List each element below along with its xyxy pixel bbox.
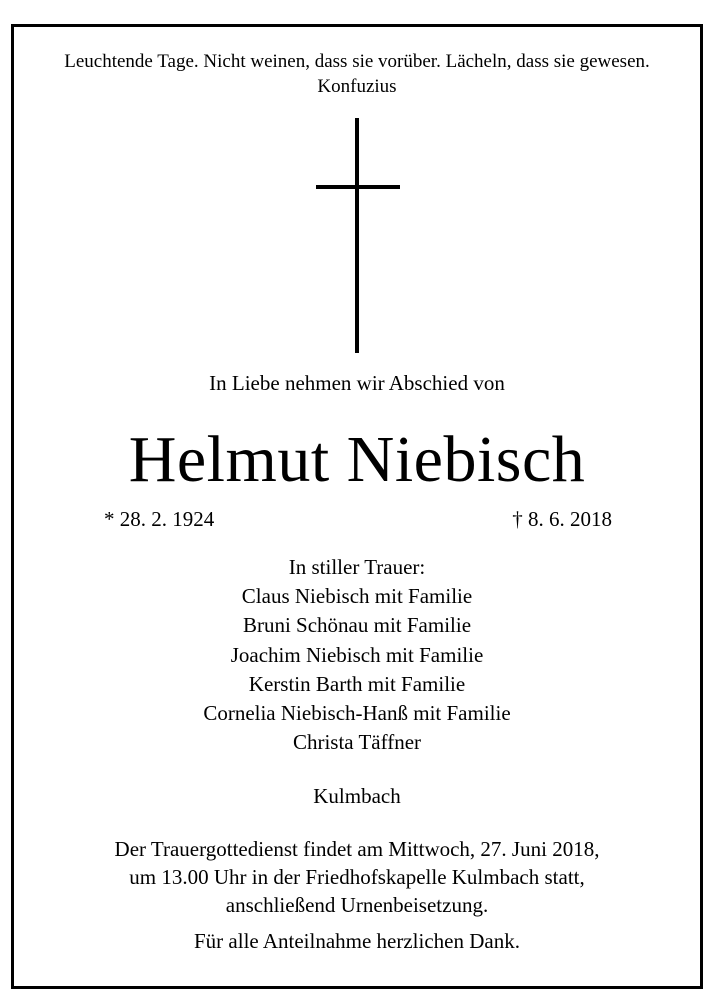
intro-text: In Liebe nehmen wir Abschied von [209, 371, 505, 395]
mourners-heading: In stiller Trauer: [288, 555, 426, 579]
service-line: um 13.00 Uhr in der Friedhofskapelle Kulmbach statt, [129, 865, 585, 889]
deceased-name: Helmut Niebisch [128, 423, 586, 496]
thanks-text: Für alle Anteilnahme herzlichen Dank. [194, 929, 520, 953]
mourner-name: Bruni Schönau mit Familie [242, 613, 472, 638]
mourner-name: Christa Täffner [292, 730, 422, 755]
mourner-name: Cornelia Niebisch-Hanß mit Familie [203, 701, 511, 726]
mourners-list [14, 553, 700, 757]
service-line: anschließend Urnenbeisetzung. [225, 893, 489, 917]
service-info [14, 835, 700, 919]
quote [14, 49, 700, 99]
quote-author: Konfuzius [317, 76, 397, 97]
death-date: † 8. 6. 2018 [512, 507, 612, 531]
birth-date: * 28. 2. 1924 [104, 507, 215, 531]
cross-vertical-bar [355, 118, 359, 353]
cross-horizontal-bar [316, 185, 400, 189]
quote-text: Leuchtende Tage. Nicht weinen, dass sie vorüber. Lächeln, dass sie gewesen. [64, 51, 650, 72]
obituary-frame [11, 24, 703, 989]
mourner-name: Kerstin Barth mit Familie [248, 671, 466, 696]
service-line: Der Trauergottedienst findet am Mittwoch, 27. Juni 2018, [114, 837, 600, 861]
mourner-name: Joachim Niebisch mit Familie [230, 642, 484, 667]
mourner-name: Claus Niebisch mit Familie [241, 584, 473, 609]
place-name: Kulmbach [313, 784, 401, 808]
